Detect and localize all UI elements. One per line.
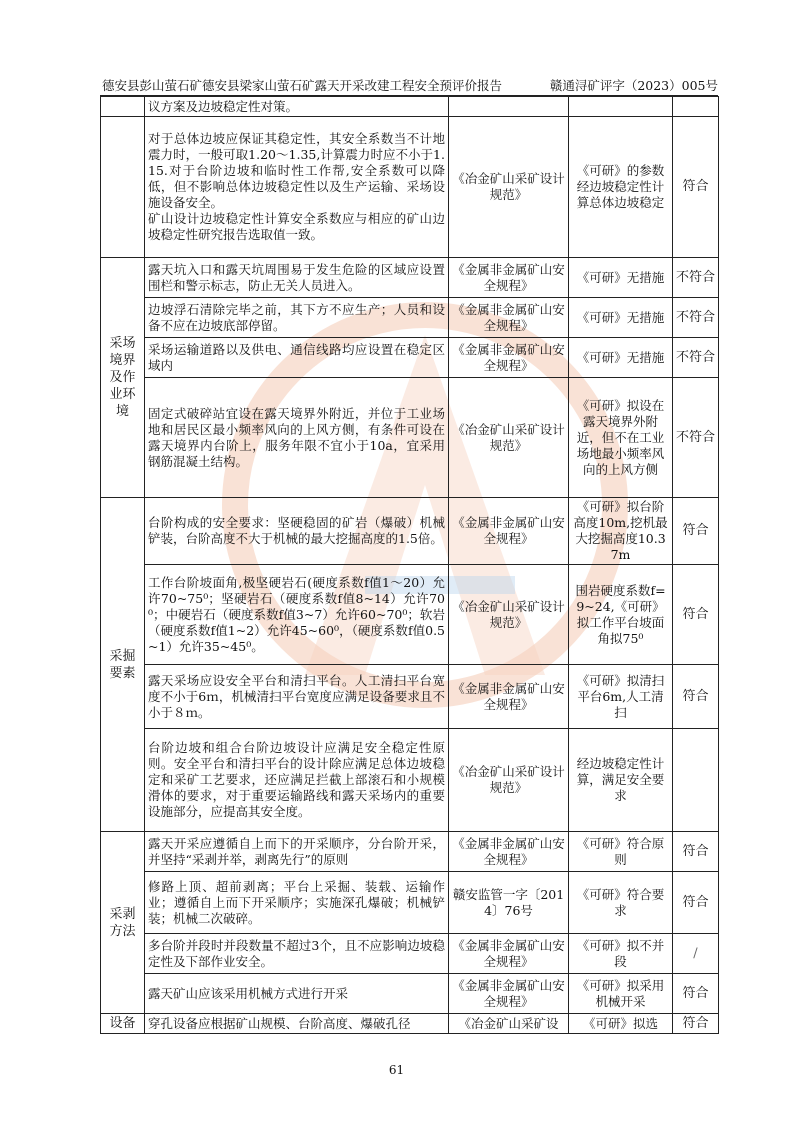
result-cell: 符合 — [673, 832, 719, 872]
report-title: 德安县彭山萤石矿德安县梁家山萤石矿露天开采改建工程安全预评价报告 — [102, 78, 503, 93]
table-row — [101, 729, 719, 832]
category-cell — [101, 1014, 145, 1034]
basis-cell: 《冶金矿山采矿设计规范》 — [449, 378, 569, 498]
result-cell — [673, 729, 719, 832]
result-cell: 不符合 — [673, 298, 719, 338]
table-row — [101, 872, 719, 934]
basis-cell: 赣安监管一字〔2014〕76号 — [449, 872, 569, 934]
status-cell: 《可研》符合要求 — [569, 872, 673, 934]
status-cell: 《可研》拟不并段 — [569, 934, 673, 974]
category-label: 采场境界及作业环境 — [109, 336, 136, 419]
status-cell: 《可研》拟采用机械开采 — [569, 974, 673, 1014]
table-row — [101, 378, 719, 498]
requirement-cell: 多台阶并段时并段数量不超过3个，且不应影响边坡稳定性及下部作业安全。 — [145, 934, 449, 974]
table-row — [101, 117, 719, 258]
category-label: 设备 — [109, 1016, 136, 1031]
requirement-cell: 露天坑入口和露天坑周围易于发生危险的区域应设置围栏和警示标志，防止无关人员进入。 — [145, 258, 449, 298]
table-row — [101, 498, 719, 565]
requirement-cell: 台阶边坡和组合台阶边坡设计应满足安全稳定性原则。安全平台和清扫平台的设计除应满足总体边坡稳定和采矿工艺要求，还应满足拦截上部滚石和小规模滑体的要求，对于重要运输路线和露天采场内的重要设施部分，应提高其安全度。 — [145, 729, 449, 832]
requirement-cell: 议方案及边坡稳定性对策。 — [145, 97, 449, 117]
basis-cell: 《冶金矿山采矿设计规范》 — [449, 565, 569, 665]
table-row — [101, 1014, 719, 1034]
result-cell: 符合 — [673, 665, 719, 729]
table-row — [101, 338, 719, 378]
basis-cell: 《冶金矿山采矿设 — [449, 1014, 569, 1034]
basis-cell: 《金属非金属矿山安全规程》 — [449, 832, 569, 872]
status-cell: 《可研》拟设在露天境界外附近，但不在工业场地最小频率风向的上风方侧 — [569, 378, 673, 498]
result-cell: 不符合 — [673, 378, 719, 498]
status-cell: 《可研》拟清扫平台6m,人工清扫 — [569, 665, 673, 729]
result-cell: 符合 — [673, 565, 719, 665]
table-row — [101, 298, 719, 338]
result-cell: / — [673, 934, 719, 974]
table-row — [101, 565, 719, 665]
requirement-cell: 边坡浮石清除完毕之前，其下方不应生产；人员和设备不应在边坡底部停留。 — [145, 298, 449, 338]
status-cell: 《可研》拟选 — [569, 1014, 673, 1034]
status-cell: 经边坡稳定性计算，满足安全要求 — [569, 729, 673, 832]
result-cell: 符合 — [673, 1014, 719, 1034]
table-row — [101, 832, 719, 872]
status-cell: 《可研》无措施 — [569, 258, 673, 298]
requirement-cell: 露天矿山应该采用机械方式进行开采 — [145, 974, 449, 1014]
requirement-cell: 露天采场应设安全平台和清扫平台。人工清扫平台宽度不小于6ｍ，机械清扫平台宽度应满足设备要求且不小于８ｍ。 — [145, 665, 449, 729]
result-cell: 符合 — [673, 974, 719, 1014]
requirement-cell: 修路上顶、超前剥离；平台上采掘、装载、运输作业；遵循自上而下开采顺序；实施深孔爆破；机械铲装；机械二次破碎。 — [145, 872, 449, 934]
table-row — [101, 934, 719, 974]
page-number: 61 — [388, 1063, 405, 1077]
result-cell: 不符合 — [673, 338, 719, 378]
status-cell: 《可研》拟台阶高度10m,挖机最大挖掘高度10.37m — [569, 498, 673, 565]
requirement-cell: 对于总体边坡应保证其稳定性，其安全系数当不计地震力时，一般可取1.20～1.35,计算震力时应不小于1.15.对于台阶边坡和临时性工作帮,安全系数可以降低，但不影响总体边坡稳定性以及生产运输、采场设施设备安全。 矿山设计边坡稳定性计算安全系数应与相应的矿山边坡稳定性研究报告选取值一致。 — [145, 117, 449, 258]
category-cell — [101, 498, 145, 832]
category-label: 采掘要素 — [109, 648, 136, 681]
requirement-cell: 台阶构成的安全要求：坚硬稳固的矿岩（爆破）机械铲装，台阶高度不大于机械的最大挖掘高度的1.5倍。 — [145, 498, 449, 565]
category-cell — [101, 832, 145, 1014]
basis-cell: 《金属非金属矿山安全规程》 — [449, 498, 569, 565]
report-number: 赣通浔矿评字（2023）005号 — [549, 78, 718, 93]
safety-check-table — [100, 96, 719, 1034]
basis-cell: 《金属非金属矿山安全规程》 — [449, 934, 569, 974]
basis-cell: 《金属非金属矿山安全规程》 — [449, 298, 569, 338]
result-cell: 符合 — [673, 872, 719, 934]
requirement-cell: 采场运输道路以及供电、通信线路均应设置在稳定区域内 — [145, 338, 449, 378]
basis-cell: 《金属非金属矿山安全规程》 — [449, 258, 569, 298]
basis-cell: 《金属非金属矿山安全规程》 — [449, 974, 569, 1014]
result-cell: 符合 — [673, 117, 719, 258]
status-cell: 《可研》的参数经边坡稳定性计算总体边坡稳定 — [569, 117, 673, 258]
requirement-cell: 穿孔设备应根据矿山规模、台阶高度、爆破孔径 — [145, 1014, 449, 1034]
requirement-cell: 露天开采应遵循自上而下的开采顺序，分台阶开采，并坚持“采剥并举，剥离先行”的原则 — [145, 832, 449, 872]
basis-cell: 《金属非金属矿山安全规程》 — [449, 665, 569, 729]
category-label: 采剥方法 — [109, 906, 136, 939]
requirement-cell: 工作台阶坡面角,极坚硬岩石(硬度系数f值1～20）允许70~75⁰；坚硬岩石（硬度系数f值8~14）允许70⁰；中硬岩石（硬度系数f值3~7）允许60~70⁰；软岩（硬度系数f值1~2）允许45~60⁰，（硬度系数f值0.5~1）允许35~45⁰。 — [145, 565, 449, 665]
page-header — [100, 77, 718, 96]
status-cell: 《可研》无措施 — [569, 298, 673, 338]
basis-cell: 《冶金矿山采矿设计规范》 — [449, 117, 569, 258]
status-cell: 《可研》符合原则 — [569, 832, 673, 872]
table-row — [101, 665, 719, 729]
result-cell: 符合 — [673, 498, 719, 565]
table-row — [101, 97, 719, 117]
requirement-cell: 固定式破碎站宜设在露天境界外附近，并位于工业场地和居民区最小频率风向的上风方侧，有条件可设在露天境界内台阶上，服务年限不宜小于10a，宜采用钢筋混凝土结构。 — [145, 378, 449, 498]
table-row — [101, 258, 719, 298]
status-cell: 围岩硬度系数f=9~24,《可研》拟工作平台坡面角拟75⁰ — [569, 565, 673, 665]
basis-cell: 《金属非金属矿山安全规程》 — [449, 338, 569, 378]
category-cell — [101, 258, 145, 498]
table-row — [101, 974, 719, 1014]
result-cell: 不符合 — [673, 258, 719, 298]
status-cell: 《可研》无措施 — [569, 338, 673, 378]
basis-cell: 《冶金矿山采矿设计规范》 — [449, 729, 569, 832]
